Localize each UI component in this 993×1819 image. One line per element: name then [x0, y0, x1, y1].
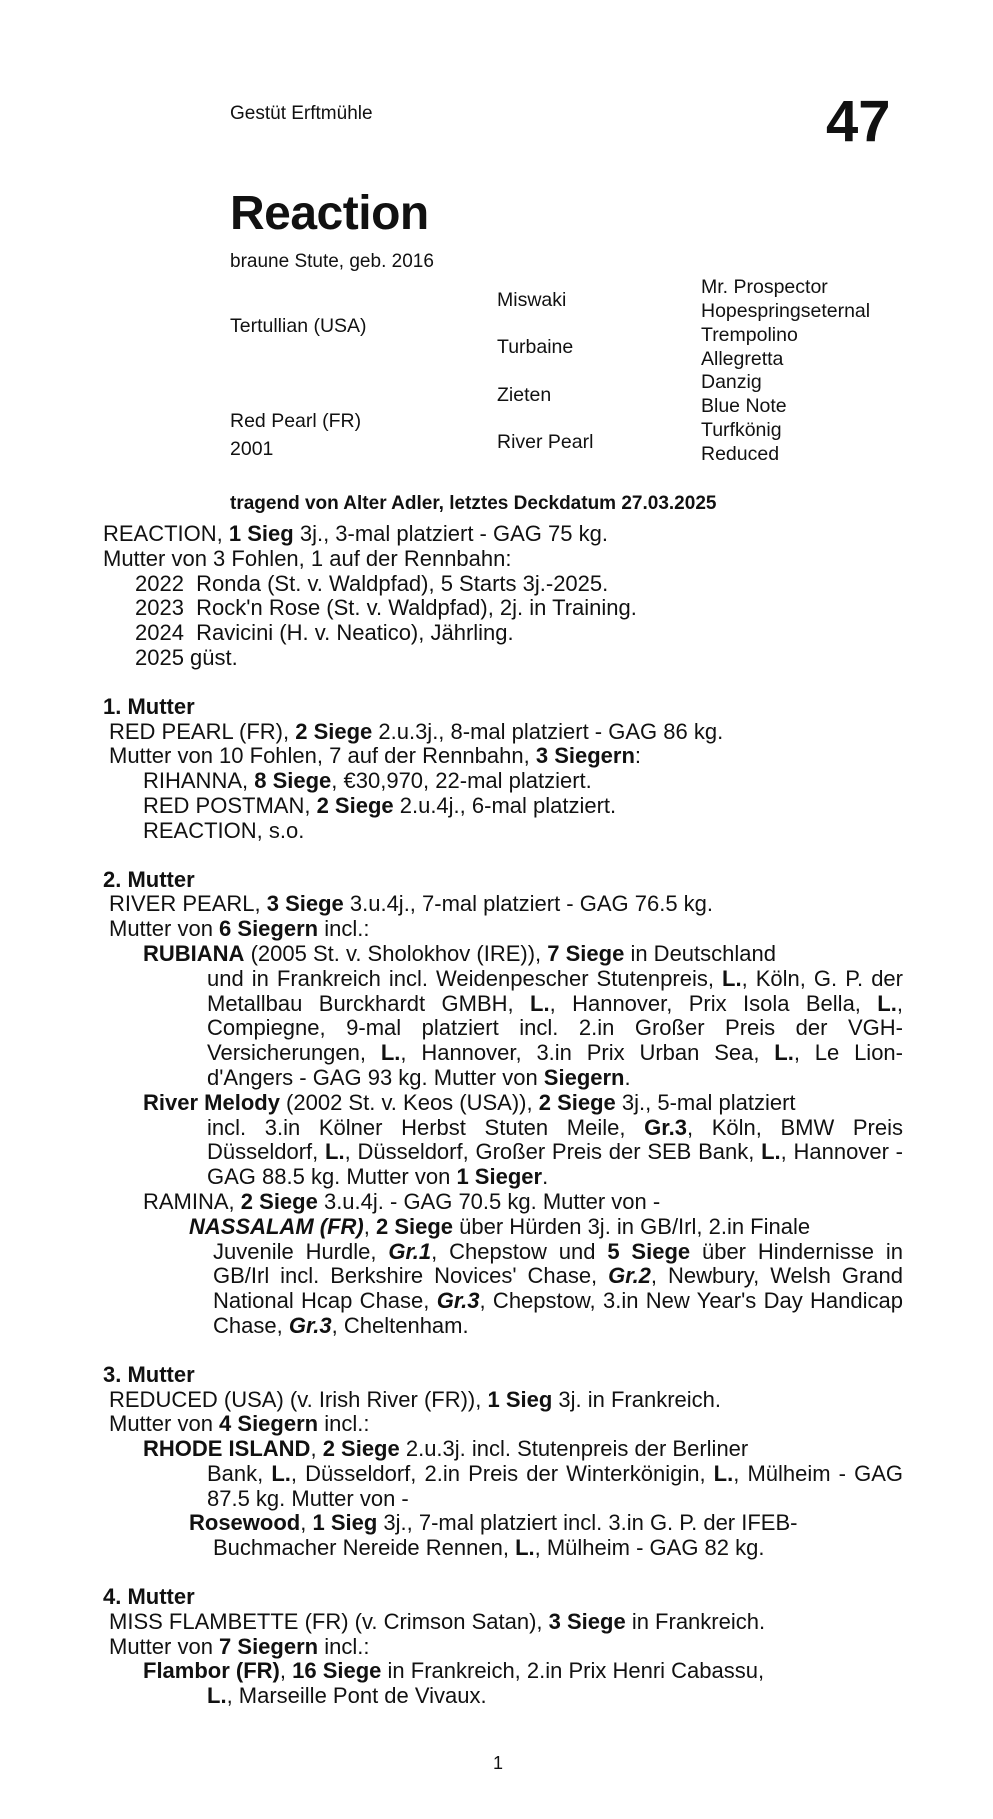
- pedigree-gen3: Hopespringseternal: [701, 300, 871, 322]
- pedigree-dam: Red Pearl (FR): [230, 410, 362, 432]
- produce-item: 2025 güst.: [135, 644, 238, 670]
- section-heading: 2. Mutter: [103, 866, 195, 892]
- offspring: REACTION, s.o.: [143, 817, 305, 843]
- dam-record: RIVER PEARL, 3 Siege 3.u.4j., 7-mal platziert - GAG 76.5 kg.: [109, 891, 714, 917]
- offspring: Flambor (FR), 16 Siege in Frankreich, 2.in Prix Henri Cabassu, L., Marseille Pont de Vivaux.: [143, 1658, 765, 1709]
- dam-record: REDUCED (USA) (v. Irish River (FR)), 1 Sieg 3j. in Frankreich.: [109, 1386, 722, 1412]
- pedigree-sire: Tertullian (USA): [230, 315, 367, 337]
- stud-name: Gestüt Erftmühle: [230, 103, 373, 124]
- dam-produce: Mutter von 7 Siegern incl.:: [109, 1633, 370, 1659]
- pedigree-gen3: Blue Note: [701, 395, 787, 417]
- offspring: RIHANNA, 8 Siege, €30,970, 22-mal platziert.: [143, 768, 592, 794]
- section-heading: 4. Mutter: [103, 1584, 195, 1610]
- pedigree-gen2: River Pearl: [497, 431, 594, 453]
- offspring: RAMINA, 2 Siege 3.u.4j. - GAG 70.5 kg. Mutter von -: [143, 1188, 661, 1214]
- pedigree-gen3: Allegretta: [701, 348, 784, 370]
- grand-offspring: Rosewood, 1 Sieg 3j., 7-mal platziert incl. 3.in G. P. der IFEB- Buchmacher Nereide Rennen, L., Mülheim - GAG 82 kg.: [189, 1510, 798, 1561]
- section-heading: 3. Mutter: [103, 1361, 195, 1387]
- dam-produce: Mutter von 4 Siegern incl.:: [109, 1411, 370, 1437]
- offspring: RED POSTMAN, 2 Siege 2.u.4j., 6-mal platziert.: [143, 792, 617, 818]
- page-number: 1: [493, 1753, 504, 1773]
- section-heading: 1. Mutter: [103, 693, 195, 719]
- race-record: REACTION, 1 Sieg 3j., 3-mal platziert - GAG 75 kg.: [103, 521, 608, 546]
- pedigree-gen2: Miswaki: [497, 289, 567, 311]
- pedigree-gen3: Danzig: [701, 371, 762, 393]
- produce-item: 2024 Ravicini (H. v. Neatico), Jährling.: [135, 620, 514, 646]
- pedigree-gen3: Turfkönig: [701, 419, 782, 441]
- pedigree-gen3: Trempolino: [701, 324, 798, 346]
- produce-summary: Mutter von 3 Fohlen, 1 auf der Rennbahn:: [103, 545, 512, 571]
- offspring: RUBIANA (2005 St. v. Sholokhov (IRE)), 7 Siege in Deutschland und in Frankreich incl. Weidenpescher Stutenpreis, L., Köln, G. P. der Metallbau Burckhardt GMBH, L., Hannover, Prix Isola Bella, L., Compiegne, 9-mal platziert incl. 2.in Großer Preis der VGH-Versicherungen, L., Hannover, 3.in Prix Urban Sea, L., Le Lion-d'Angers - GAG 93 kg. Mutter von Siegern.: [143, 940, 903, 1090]
- offspring: RHODE ISLAND, 2 Siege 2.u.3j. incl. Stutenpreis der Berliner Bank, L., Düsseldorf, 2.in Preis der Winterkönigin, L., Mülheim - GAG 87.5 kg. Mutter von -: [143, 1436, 903, 1511]
- horse-description: braune Stute, geb. 2016: [230, 251, 434, 272]
- covering-note: tragend von Alter Adler, letztes Deckdatum 27.03.2025: [230, 493, 717, 514]
- offspring: River Melody (2002 St. v. Keos (USA)), 2 Siege 3j., 5-mal platziert incl. 3.in Kölner Herbst Stuten Meile, Gr.3, Köln, BMW Preis Düsseldorf, L., Düsseldorf, Großer Preis der SEB Bank, L., Hannover - GAG 88.5 kg. Mutter von 1 Sieger.: [143, 1089, 904, 1190]
- horse-name: Reaction: [230, 187, 429, 240]
- dam-record: RED PEARL (FR), 2 Siege 2.u.3j., 8-mal platziert - GAG 86 kg.: [109, 718, 724, 744]
- dam-produce: Mutter von 6 Siegern incl.:: [109, 916, 370, 942]
- dam-produce: Mutter von 10 Fohlen, 7 auf der Rennbahn, 3 Siegern:: [109, 743, 642, 769]
- pedigree-gen2: Turbaine: [497, 336, 574, 358]
- pedigree-gen3: Reduced: [701, 443, 780, 465]
- catalogue-body: [103, 522, 903, 1709]
- pedigree-dam-year: 2001: [230, 438, 274, 460]
- pedigree-gen3: Mr. Prospector: [701, 276, 828, 298]
- lot-number: 47: [826, 89, 891, 154]
- pedigree-gen2: Zieten: [497, 384, 552, 406]
- dam-record: MISS FLAMBETTE (FR) (v. Crimson Satan), 3 Siege in Frankreich.: [109, 1608, 766, 1634]
- grand-offspring: NASSALAM (FR), 2 Siege über Hürden 3j. in GB/Irl, 2.in Finale Juvenile Hurdle, Gr.1, Chepstow und 5 Siege über Hindernisse in GB/Irl incl. Berkshire Novices' Chase, Gr.2, Newbury, Welsh Grand National Hcap Chase, Gr.3, Chepstow, 3.in New Year's Day Handicap Chase, Gr.3, Cheltenham.: [189, 1213, 904, 1338]
- produce-item: 2023 Rock'n Rose (St. v. Waldpfad), 2j. in Training.: [135, 595, 637, 621]
- produce-item: 2022 Ronda (St. v. Waldpfad), 5 Starts 3j.-2025.: [135, 570, 609, 596]
